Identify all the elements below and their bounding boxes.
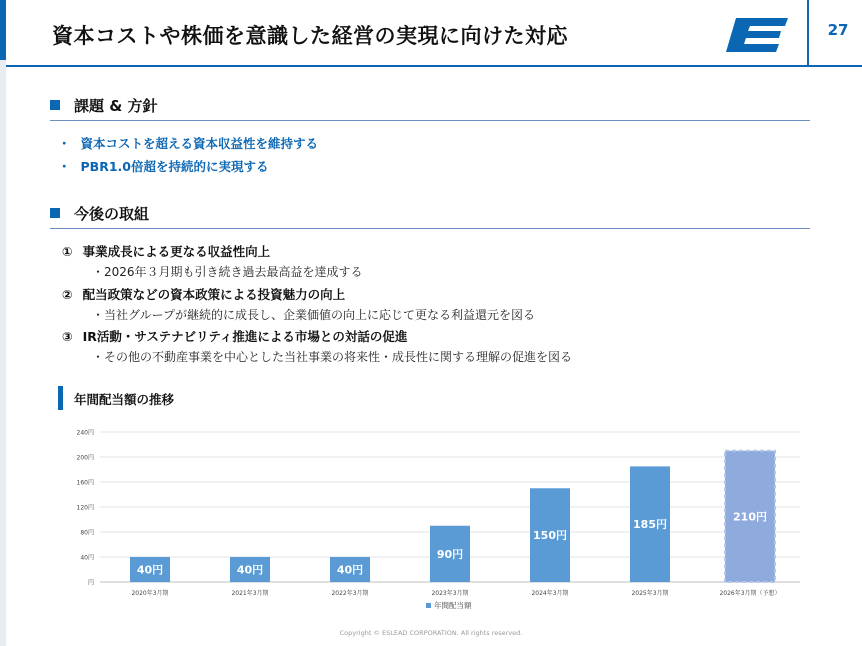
initiative-title: ② 配当政策などの資本政策による投資魅力の向上 bbox=[62, 287, 346, 302]
list-item: ・ 資本コストを超える資本収益性を維持する bbox=[58, 136, 319, 151]
x-tick-label: 2020年3月期 bbox=[131, 590, 169, 597]
data-label: 90円 bbox=[436, 547, 464, 561]
company-logo-icon bbox=[726, 18, 788, 52]
title-underline bbox=[6, 65, 862, 67]
x-tick-label: 2023年3月期 bbox=[431, 590, 469, 597]
chart-title: 年間配当額の推移 bbox=[74, 392, 175, 407]
data-label: 40円 bbox=[236, 563, 264, 577]
legend-label: 年間配当額 bbox=[434, 601, 472, 610]
title-accent-bar bbox=[0, 0, 6, 60]
dividend-bar-chart bbox=[60, 420, 820, 620]
data-label: 40円 bbox=[336, 563, 364, 577]
data-label: 150円 bbox=[533, 529, 567, 543]
page-number-divider bbox=[807, 0, 809, 66]
x-tick-label: 2021年3月期 bbox=[231, 590, 269, 597]
y-tick-label: 160円 bbox=[76, 479, 94, 487]
x-tick-label: 2026年3月期（予想） bbox=[719, 590, 781, 597]
data-label: 185円 bbox=[633, 518, 667, 532]
square-bullet-icon bbox=[50, 100, 60, 110]
section-divider bbox=[50, 120, 810, 121]
y-tick-label: 120円 bbox=[76, 504, 94, 512]
data-label: 40円 bbox=[136, 563, 164, 577]
y-tick-label: 円 bbox=[87, 579, 94, 587]
y-tick-label: 80円 bbox=[80, 529, 94, 537]
initiative-detail: ・その他の不動産事業を中心とした当社事業の将来性・成長性に関する理解の促進を図る bbox=[92, 350, 573, 364]
initiative-title: ③ IR活動・サステナビリティ推進による市場との対話の促進 bbox=[62, 329, 408, 344]
y-tick-label: 200円 bbox=[76, 454, 94, 462]
initiative-detail: ・2026年３月期も引き続き過去最高益を達成する bbox=[92, 265, 363, 279]
initiative-title: ① 事業成長による更なる収益性向上 bbox=[62, 244, 271, 259]
initiative-detail: ・当社グループが継続的に成長し、企業価値の向上に応じて更なる利益還元を図る bbox=[92, 308, 536, 322]
x-tick-label: 2024年3月期 bbox=[531, 590, 569, 597]
x-tick-label: 2025年3月期 bbox=[631, 590, 669, 597]
legend-swatch bbox=[426, 603, 431, 608]
y-tick-label: 40円 bbox=[80, 554, 94, 562]
page-number: 27 bbox=[827, 21, 849, 39]
y-tick-label: 240円 bbox=[76, 429, 94, 437]
section-divider bbox=[50, 228, 810, 229]
chart-heading-accent bbox=[58, 386, 63, 410]
x-tick-label: 2022年3月期 bbox=[331, 590, 369, 597]
copyright-footer: Copyright © ESLEAD CORPORATION. All rights reserved. bbox=[339, 629, 523, 637]
section-heading-issues: 課題 & 方針 bbox=[50, 95, 158, 116]
left-margin-rule bbox=[0, 0, 6, 646]
page-title: 資本コストや株価を意識した経営の実現に向けた対応 bbox=[52, 24, 568, 48]
data-label: 210円 bbox=[733, 510, 767, 524]
square-bullet-icon bbox=[50, 208, 60, 218]
section-heading-initiatives: 今後の取組 bbox=[50, 203, 149, 224]
list-item: ・ PBR1.0倍超を持続的に実現する bbox=[58, 159, 269, 174]
